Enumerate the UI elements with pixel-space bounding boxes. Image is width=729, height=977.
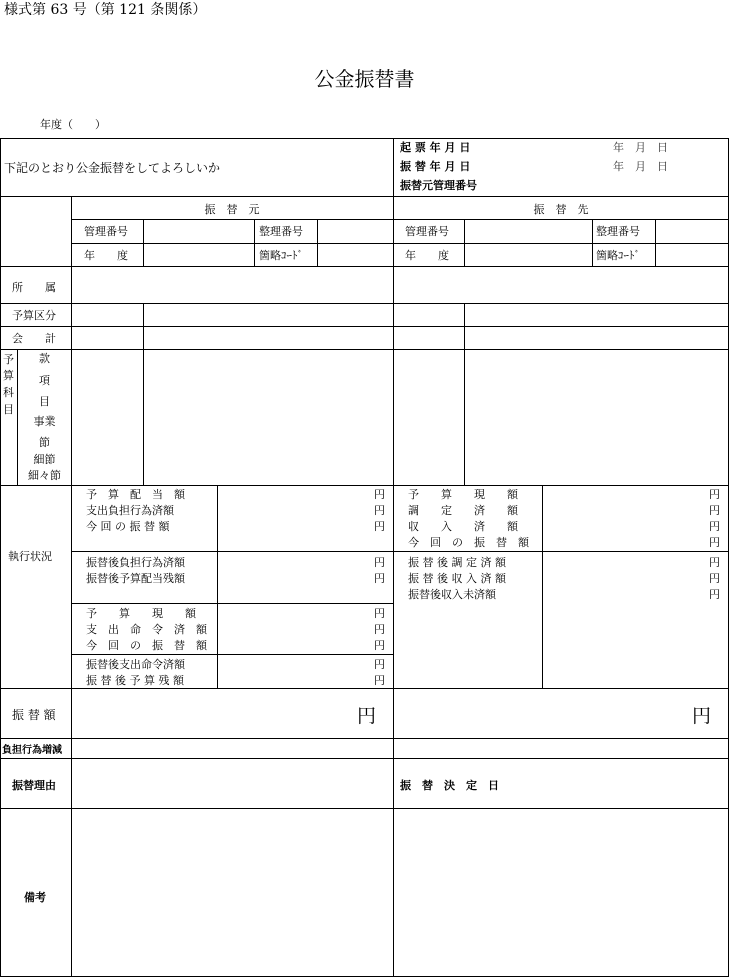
subject-jigyou: 事業 bbox=[33, 415, 56, 428]
yen-r3: 円 bbox=[709, 520, 720, 533]
transfer-date-value: 年 月 日 bbox=[613, 160, 668, 173]
subject-moku: 目 bbox=[39, 395, 50, 408]
source-ref-no: 整理番号 bbox=[259, 225, 303, 238]
yen-l10: 円 bbox=[374, 674, 385, 687]
exec-left-7: 支 出 命 令 済 額 bbox=[86, 623, 207, 636]
exec-right-1: 予 算 現 額 bbox=[408, 488, 518, 501]
transfer-decision-date-label: 振 替 決 定 日 bbox=[400, 779, 499, 792]
source-year: 年 度 bbox=[84, 249, 128, 262]
exec-right-3: 収 入 済 額 bbox=[408, 520, 518, 533]
yen-l5: 円 bbox=[374, 572, 385, 585]
yen-l4: 円 bbox=[374, 556, 385, 569]
source-header: 振 替 元 bbox=[204, 203, 260, 216]
exec-right-2: 調 定 済 額 bbox=[408, 504, 518, 517]
exec-left-2: 支出負担行為済額 bbox=[86, 504, 174, 517]
budget-subject-char-2: 算 bbox=[3, 369, 14, 382]
exec-right-6: 振 替 後 収 入 済 額 bbox=[408, 572, 506, 585]
source-abbr-code: 箇略ｺｰﾄﾞ bbox=[259, 249, 303, 262]
exec-left-4: 振替後負担行為済額 bbox=[86, 556, 185, 569]
subject-kan: 款 bbox=[39, 352, 50, 365]
page-title: 公金振替書 bbox=[314, 67, 415, 91]
subject-saisaisetsu: 細々節 bbox=[28, 469, 61, 482]
transfer-date-label: 振 替 年 月 日 bbox=[400, 160, 471, 173]
remarks-label: 備考 bbox=[24, 891, 46, 904]
transfer-amount-yen-right: 円 bbox=[692, 705, 712, 727]
yen-l1: 円 bbox=[374, 488, 385, 501]
transfer-reason-label: 振替理由 bbox=[12, 779, 56, 792]
yen-r1: 円 bbox=[709, 488, 720, 501]
exec-left-5: 振替後予算配当残額 bbox=[86, 572, 185, 585]
form-number: 様式第 63 号（第 121 条関係） bbox=[4, 2, 207, 18]
subject-saisetsu: 細節 bbox=[33, 453, 56, 466]
yen-l9: 円 bbox=[374, 658, 385, 671]
execution-status-label: 執行状況 bbox=[8, 550, 52, 563]
transfer-amount-label: 振 替 額 bbox=[12, 708, 56, 722]
fiscal-year-label: 年度（ ） bbox=[40, 118, 106, 131]
yen-l6: 円 bbox=[374, 607, 385, 620]
exec-left-3: 今 回 の 振 替 額 bbox=[86, 520, 170, 533]
exec-left-9: 振替後支出命令済額 bbox=[86, 658, 185, 671]
budget-subject-char-1: 予 bbox=[3, 353, 14, 366]
source-mgmt-no: 管理番号 bbox=[84, 225, 128, 238]
transfer-amount-yen-left: 円 bbox=[357, 705, 377, 727]
affiliation-label: 所 属 bbox=[12, 281, 56, 294]
exec-left-1: 予 算 配 当 額 bbox=[86, 488, 185, 501]
source-mgmt-no-label: 振替元管理番号 bbox=[400, 179, 477, 192]
subject-setsu: 節 bbox=[39, 436, 50, 449]
exec-left-8: 今 回 の 振 替 額 bbox=[86, 639, 207, 652]
dest-abbr-code: 箇略ｺｰﾄﾞ bbox=[596, 249, 640, 262]
request-text: 下記のとおり公金振替をしてよろしいか bbox=[4, 161, 221, 175]
dest-ref-no: 整理番号 bbox=[596, 225, 640, 238]
destination-header: 振 替 先 bbox=[533, 203, 589, 216]
yen-l7: 円 bbox=[374, 623, 385, 636]
budget-class-label: 予算区分 bbox=[12, 309, 56, 322]
yen-r4: 円 bbox=[709, 536, 720, 549]
yen-l2: 円 bbox=[374, 504, 385, 517]
exec-right-4: 今 回 の 振 替 額 bbox=[408, 536, 529, 549]
issue-date-value: 年 月 日 bbox=[613, 141, 668, 154]
exec-right-7: 振替後収入未済額 bbox=[408, 588, 496, 601]
dest-mgmt-no: 管理番号 bbox=[405, 225, 449, 238]
budget-subject-char-4: 目 bbox=[3, 403, 14, 416]
subject-kou: 項 bbox=[39, 374, 50, 387]
exec-left-10: 振 替 後 予 算 残 額 bbox=[86, 674, 184, 687]
budget-subject-char-3: 科 bbox=[3, 386, 14, 399]
account-label: 会 計 bbox=[12, 332, 56, 345]
issue-date-label: 起 票 年 月 日 bbox=[400, 141, 471, 154]
exec-left-6: 予 算 現 額 bbox=[86, 607, 196, 620]
dest-year: 年 度 bbox=[405, 249, 449, 262]
yen-l8: 円 bbox=[374, 639, 385, 652]
yen-r7: 円 bbox=[709, 588, 720, 601]
burden-change-label: 負担行為増減 bbox=[2, 745, 62, 756]
yen-r2: 円 bbox=[709, 504, 720, 517]
yen-r6: 円 bbox=[709, 572, 720, 585]
yen-r5: 円 bbox=[709, 556, 720, 569]
exec-right-5: 振 替 後 調 定 済 額 bbox=[408, 556, 506, 569]
yen-l3: 円 bbox=[374, 520, 385, 533]
